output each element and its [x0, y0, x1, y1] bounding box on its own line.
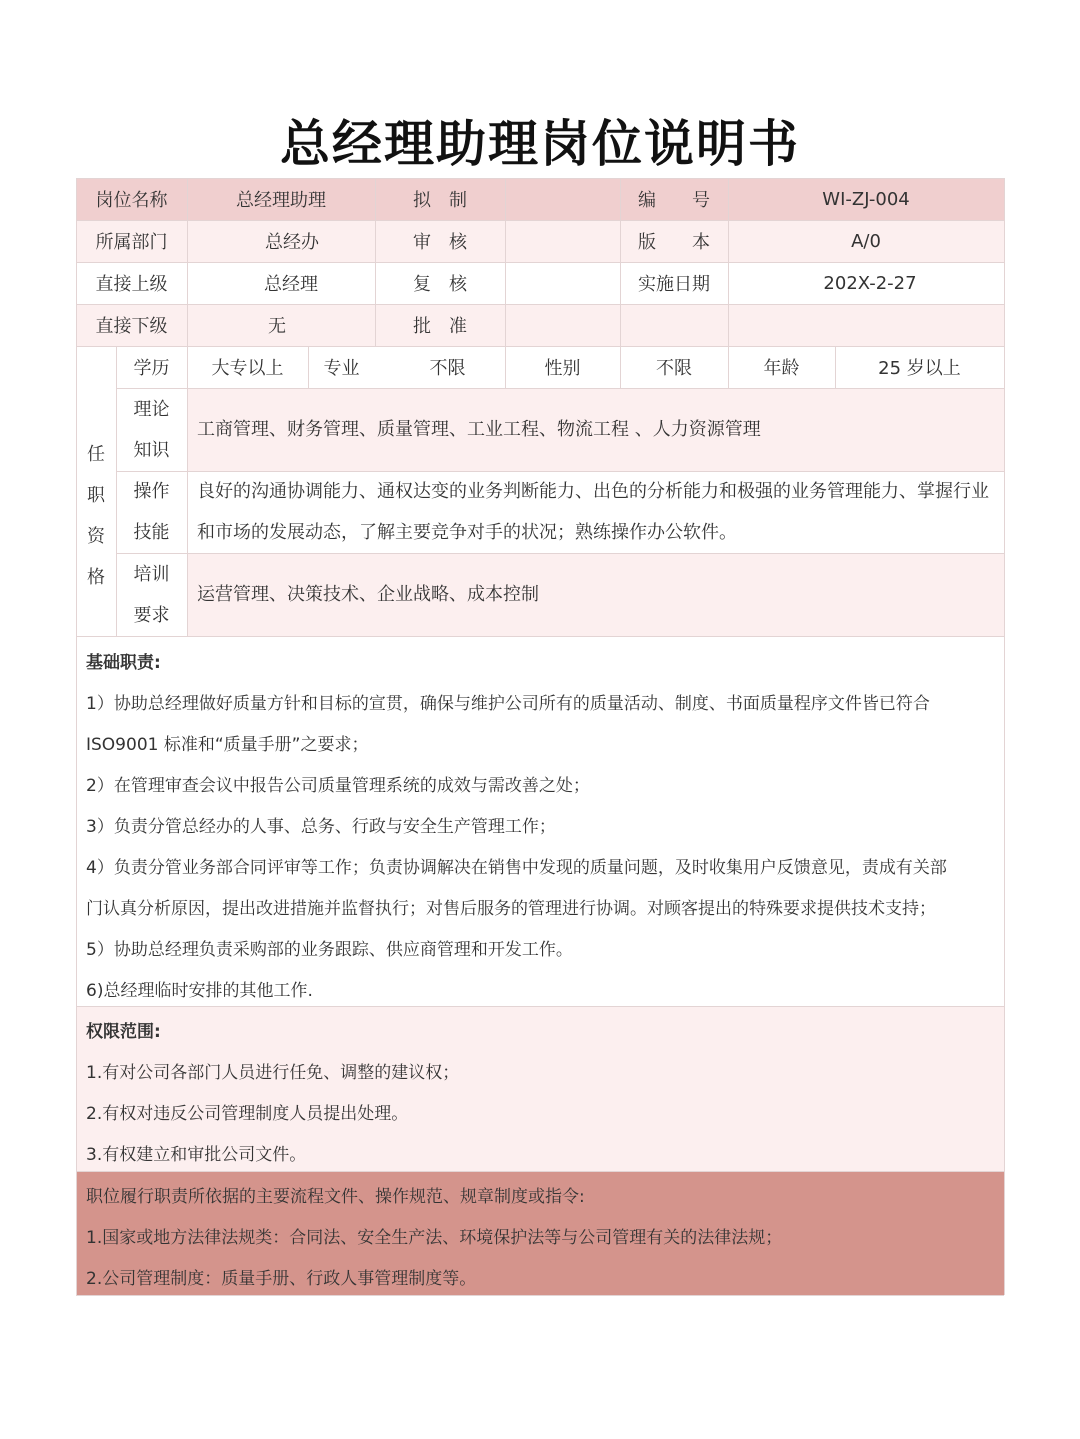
approve-label: 批 准 — [413, 316, 467, 337]
grid-line — [76, 304, 1004, 305]
grid-line — [620, 178, 621, 388]
grid-line — [76, 262, 1004, 263]
grid-line — [76, 346, 1004, 347]
age-label: 年龄 — [763, 358, 800, 379]
education-value: 大专以上 — [211, 358, 284, 379]
post-name-value: 总经理助理 — [236, 190, 326, 211]
skills-line: 良好的沟通协调能力、通权达变的业务判断能力、出色的分析能力和极强的业务管理能力、掌握行业 — [197, 481, 989, 502]
major-value: 不限 — [429, 358, 466, 379]
skills-line: 和市场的发展动态，了解主要竞争对手的状况；熟练操作办公软件。 — [197, 522, 737, 543]
grid-line — [308, 346, 309, 388]
grid-line — [76, 220, 1004, 221]
duties-heading: 基础职责: — [86, 653, 161, 673]
authority-line: 2.有权对违反公司管理制度人员提出处理。 — [86, 1104, 409, 1124]
skills-label-line: 操作 — [133, 481, 170, 502]
age-value: 25 岁以上 — [878, 358, 961, 379]
knowledge-label-line: 知识 — [133, 439, 170, 461]
basis-line: 2.公司管理制度：质量手册、行政人事管理制度等。 — [86, 1269, 477, 1289]
grid-line — [116, 471, 1004, 472]
grid-line — [116, 388, 1004, 389]
major-label: 专业 — [323, 358, 360, 379]
grid-line — [187, 178, 188, 636]
grid-line — [76, 1171, 1004, 1172]
review-value — [505, 220, 620, 262]
subordinate-label: 直接下级 — [95, 316, 168, 337]
approve-value — [505, 304, 620, 346]
gender-value: 不限 — [656, 358, 692, 379]
page-title: 总经理助理岗位说明书 — [280, 115, 800, 173]
empty-label — [620, 304, 728, 346]
duty-line: 6)总经理临时安排的其他工作. — [86, 981, 313, 1001]
gender-label: 性别 — [544, 358, 581, 379]
superior-label: 直接上级 — [95, 274, 168, 295]
doc-number-value: WI-ZJ-004 — [822, 188, 910, 210]
authority-line: 1.有对公司各部门人员进行任免、调整的建议权； — [86, 1063, 460, 1083]
group-label-char: 任 — [87, 444, 105, 465]
department-value: 总经办 — [265, 232, 319, 253]
qualifications-group-label — [76, 434, 116, 598]
group-label-char: 职 — [87, 485, 105, 506]
effective-date-label: 实施日期 — [638, 274, 710, 295]
authority-heading: 权限范围: — [86, 1022, 161, 1042]
duty-line: 4）负责分管业务部合同评审等工作；负责协调解决在销售中发现的质量问题，及时收集用户反馈意见，责成有关部 — [86, 858, 947, 878]
recheck-label: 复 核 — [413, 274, 467, 295]
doc-number-label: 编 号 — [638, 190, 710, 211]
basis-section — [76, 1171, 1004, 1295]
training-text: 运营管理、决策技术、企业战略、成本控制 — [197, 584, 539, 605]
post-name-label: 岗位名称 — [95, 190, 168, 211]
recheck-value — [505, 262, 620, 304]
grid-line — [76, 178, 77, 1295]
grid-line — [728, 178, 729, 388]
authority-section — [76, 1006, 1004, 1171]
grid-line — [1004, 178, 1005, 1295]
group-label-char: 格 — [87, 567, 105, 588]
effective-date-value: 202X-2-27 — [823, 272, 917, 294]
duty-line: 5）协助总经理负责采购部的业务跟踪、供应商管理和开发工作。 — [86, 940, 573, 960]
version-label: 版 本 — [638, 232, 710, 253]
empty-value — [728, 304, 1004, 346]
grid-line — [116, 553, 1004, 554]
skills-label-line: 技能 — [133, 522, 170, 543]
grid-line — [76, 1006, 1004, 1007]
review-label: 审 核 — [413, 232, 467, 253]
duty-line: 1）协助总经理做好质量方针和目标的宣贯，确保与维护公司所有的质量活动、制度、书面质量程序文件皆已符合 — [86, 694, 930, 714]
version-value: A/0 — [851, 230, 881, 252]
grid-line — [76, 1295, 1004, 1296]
skills-label — [116, 471, 187, 553]
duty-line: 门认真分析原因，提出改进措施并监督执行；对售后服务的管理进行协调。对顾客提出的特殊要求提供技术支持； — [86, 899, 936, 919]
grid-line — [116, 346, 117, 636]
knowledge-label-line: 理论 — [133, 398, 170, 420]
grid-line — [76, 178, 1004, 179]
grid-line — [375, 178, 376, 346]
basis-heading: 职位履行职责所依据的主要流程文件、操作规范、规章制度或指令: — [86, 1187, 585, 1207]
superior-value: 总经理 — [264, 274, 318, 295]
duties-section — [76, 643, 1004, 1006]
department-label: 所属部门 — [95, 232, 168, 253]
duty-line: 3）负责分管总经办的人事、总务、行政与安全生产管理工作； — [86, 817, 556, 837]
basis-line: 1.国家或地方法律法规类：合同法、安全生产法、环境保护法等与公司管理有关的法律法规； — [86, 1228, 783, 1248]
grid-line — [76, 636, 1004, 637]
knowledge-label — [116, 388, 187, 471]
training-label — [116, 553, 187, 636]
subordinate-value: 无 — [268, 316, 286, 337]
drafted-value — [505, 178, 620, 220]
drafted-label: 拟 制 — [413, 190, 467, 211]
knowledge-text: 工商管理、财务管理、质量管理、工业工程、物流工程 、人力资源管理 — [197, 419, 761, 440]
training-label-line: 要求 — [133, 604, 170, 626]
group-label-char: 资 — [87, 526, 105, 547]
training-label-line: 培训 — [133, 563, 170, 585]
authority-line: 3.有权建立和审批公司文件。 — [86, 1145, 307, 1165]
grid-line — [505, 178, 506, 388]
education-label: 学历 — [133, 358, 170, 379]
duty-line: ISO9001 标准和“质量手册”之要求； — [86, 735, 369, 755]
grid-line — [835, 346, 836, 388]
skills-text — [187, 471, 1004, 553]
duty-line: 2）在管理审查会议中报告公司质量管理系统的成效与需改善之处； — [86, 776, 590, 796]
